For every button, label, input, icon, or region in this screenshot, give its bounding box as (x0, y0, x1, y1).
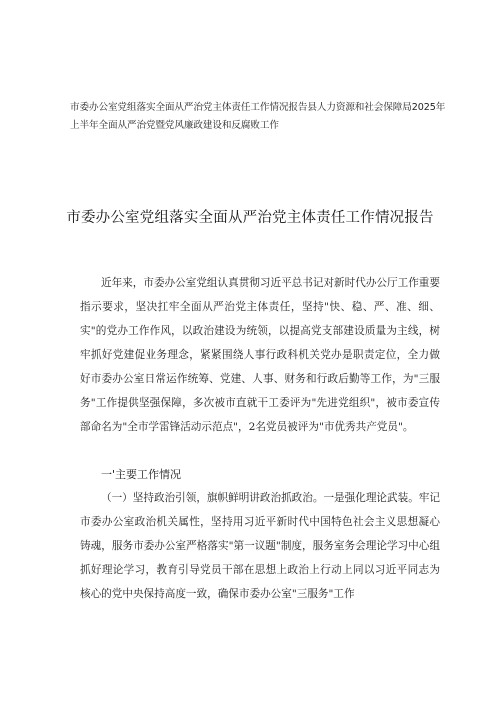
intro-paragraph: 近年来，市委办公室党组认真贯彻习近平总书记对新时代办公厅工作重要指示要求，坚决扛牢全面从严治党主体责任，坚持"快、稳、严、准、细、实"的党办工作作风，以政治建设为统领，以提高党支部建设质量为主线，树牢抓好党建促业务理念，紧紧围绕人事行政科机关党办是职责定位，全力做好市委办公室日常运作统筹、党建、人事、财务和行政后勤等工作，为"三服务"工作提供坚强保障，多次被市直就干工委评为"先进党组织"，被市委宣传部命名为"全市学雷锋活动示范点"，2名党员被评为"市优秀共产党员"。 (80, 277, 440, 433)
document-header: 市委办公室党组落实全面从严治党主体责任工作情况报告县人力资源和社会保障局2025年上半年全面从严治党暨党风廉政建设和反腐败工作 (70, 102, 446, 131)
document-title: 市委办公室党组落实全面从严治党主体责任工作情况报告 (66, 210, 434, 226)
section-paragraph: （一）坚持政治引领，旗帜鲜明讲政治抓政治。一是强化理论武装。牢记市委办公室政治机关属性，坚持用习近平新时代中国特色社会主义思想凝心铸魂，服务市委办公室严格落实"第一议题"制度，服务室务会理论学习中心组抓好理论学习，教育引导党员干部在思想上政治上行动上同以习近平同志为核心的党中央保持高度一致，确保市委办公室"三服务"工作 (80, 492, 440, 600)
section-heading: 一'主要工作情况 (101, 468, 182, 481)
